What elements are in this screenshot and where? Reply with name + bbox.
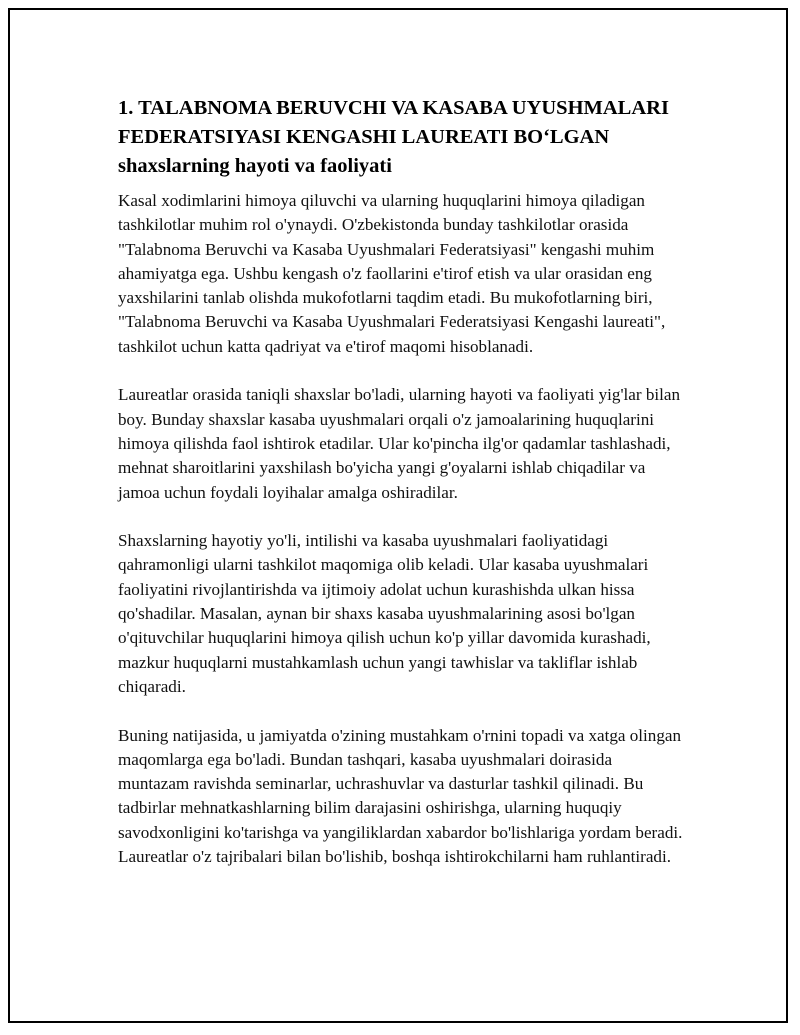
- paragraph-3: Shaxslarning hayotiy yo'li, intilishi va kasaba uyushmalari faoliyatidagi qahramonligi ularni tashkilot maqomiga olib keladi. Ular kasaba uyushmalari faoliyatini rivojlantirishda va ijtimoiy adolat uchun kurashishda ulkan hissa qo'shadilar. Masalan, aynan bir shaxs kasaba uyushmalarining asosi bo'lgan o'qituvchilar huquqlarini himoya qilish uchun ko'p yillar davomida kurashadi, mazkur huquqlarni mustahkamlash uchun yangi tawhislar va takliflar ishlab chiqaradi.: [118, 531, 651, 696]
- section-heading: 1. TALABNOMA BERUVCHI VA KASABA UYUSHMALARI FEDERATSIYASI KENGASHI LAUREATI BO‘LGAN shaxslarning hayoti va faoliyati: [118, 97, 669, 177]
- paragraph-1: Kasal xodimlarini himoya qiluvchi va ularning huquqlarini himoya qiladigan tashkilotlar muhim rol o'ynaydi. O'zbekistonda bunday tashkilotlar orasida "Talabnoma Beruvchi va Kasaba Uyushmalari Federatsiyasi" kengashi muhim ahamiyatga ega. Ushbu kengash o'z faollarini e'tirof etish va ular orasidan eng yaxshilarini tanlab olishda mukofotlarni taqdim etadi. Bu mukofotlarning biri, "Talabnoma Beruvchi va Kasaba Uyushmalari Federatsiyasi Kengashi laureati", tashkilot uchun katta qadriyat va e'tirof maqomi hisoblanadi.: [118, 191, 666, 356]
- document-body: [118, 94, 684, 894]
- paragraph-2: Laureatlar orasida taniqli shaxslar bo'ladi, ularning hayoti va faoliyati yig'lar bilan boy. Bunday shaxslar kasaba uyushmalari orqali o'z jamoalarining huquqlarini himoya qilishda faol ishtirok etadilar. Ular ko'pincha ilg'or qadamlar tashlashadi, mehnat sharoitlarini yaxshilash bo'yicha yangi g'oyalarni ishlab chiqadilar va jamoa uchun foydali loyihalar amalga oshiradilar.: [118, 385, 680, 502]
- paragraph-4: Buning natijasida, u jamiyatda o'zining mustahkam o'rnini topadi va xatga olingan maqomlarga ega bo'ladi. Bundan tashqari, kasaba uyushmalari doirasida muntazam ravishda seminarlar, uchrashuvlar va dasturlar tashkil qilinadi. Bu tadbirlar mehnatkashlarning bilim darajasini oshirishga, ularning huquqiy savodxonligini ko'tarishga va yangiliklardan xabardor bo'lishlariga yordam beradi. Laureatlar o'z tajribalari bilan bo'lishib, boshqa ishtirokchilarni ham ruhlantiradi.: [118, 725, 683, 867]
